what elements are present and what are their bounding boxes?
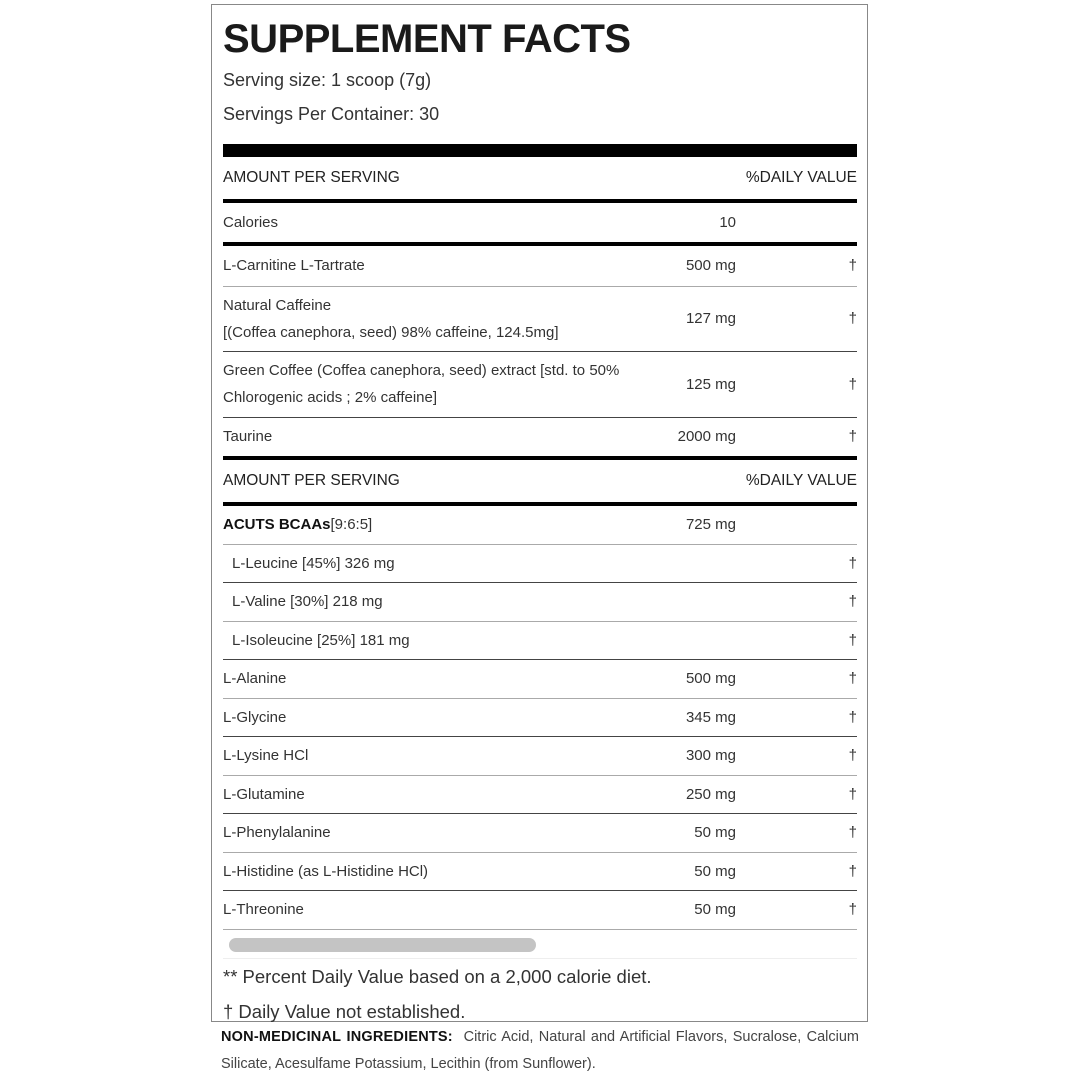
- row-amount: 125 mg: [685, 375, 736, 393]
- row-name: L-Glycine: [223, 708, 287, 726]
- table-row: [223, 352, 857, 418]
- bcaa-row: [223, 506, 857, 545]
- row-dv: †: [848, 554, 857, 572]
- row-name: L-Alanine: [223, 670, 287, 688]
- row-name: L-Leucine [45%] 326 mg: [232, 554, 395, 572]
- row-amount: 500 mg: [685, 257, 736, 274]
- row-name: Green Coffee (Coffea canephora, seed) extract [std. to 50% Chlorogenic acids ; 2% caffeine]: [223, 362, 620, 407]
- non-medicinal-heading: NON-MEDICINAL INGREDIENTS:: [221, 1029, 453, 1045]
- header-amount: AMOUNT PER SERVING: [223, 472, 400, 489]
- row-amount: 725 mg: [685, 516, 736, 534]
- row-amount: 500 mg: [685, 670, 736, 688]
- row-dv: †: [848, 428, 857, 446]
- row-amount: 50 mg: [694, 862, 736, 880]
- row-dv: †: [848, 785, 857, 803]
- row-name: L-Isoleucine [25%] 181 mg: [232, 631, 410, 649]
- row-dv: †: [848, 708, 857, 726]
- table-row: [223, 545, 857, 584]
- table-row: [223, 287, 857, 353]
- row-name: L-Valine [30%] 218 mg: [232, 593, 383, 611]
- row-name: Taurine: [223, 428, 273, 446]
- row-dv: †: [848, 310, 857, 328]
- row-dv: †: [848, 257, 857, 274]
- column-header: [223, 157, 857, 199]
- column-header: [223, 460, 857, 502]
- row-dv: †: [848, 901, 857, 919]
- non-medicinal-ingredients: [221, 1024, 859, 1078]
- row-amount: 10: [719, 213, 736, 231]
- row-amount: 250 mg: [685, 785, 736, 803]
- servings-per-container: Servings Per Container: 30: [223, 104, 440, 124]
- table-row: [223, 891, 857, 930]
- row-name: L-Threonine: [223, 901, 304, 919]
- row-dv: †: [848, 631, 857, 649]
- row-name: Calories: [223, 213, 279, 231]
- row-amount: 127 mg: [685, 310, 736, 328]
- header-amount: AMOUNT PER SERVING: [223, 169, 400, 186]
- label-title: SUPPLEMENT FACTS: [223, 17, 631, 61]
- calories-row: [223, 203, 857, 242]
- row-name: L-Glutamine: [223, 785, 305, 803]
- table-row: [223, 660, 857, 699]
- header-daily-value: %DAILY VALUE: [745, 472, 857, 489]
- row-name: L-Lysine HCl: [223, 747, 309, 765]
- row-amount: 345 mg: [685, 708, 736, 726]
- table-row: [223, 699, 857, 738]
- row-dv: †: [848, 670, 857, 688]
- footnote-dagger: † Daily Value not established.: [223, 1000, 466, 1022]
- table-row: [223, 583, 857, 622]
- table-row: [223, 853, 857, 892]
- table-row: [223, 776, 857, 815]
- row-dv: †: [848, 862, 857, 880]
- row-dv: †: [848, 375, 857, 393]
- row-dv: †: [848, 747, 857, 765]
- row-name: L-Phenylalanine: [223, 824, 331, 842]
- table-row: [223, 622, 857, 661]
- table-row: [223, 418, 857, 457]
- row-amount: 300 mg: [685, 747, 736, 765]
- table-row: [223, 737, 857, 776]
- non-medicinal-text: Citric Acid, Natural and Artificial Flavors, Sucralose, Calcium Silicate, Acesulfame Potassium, Lecithin (from Sunflower).: [221, 1029, 859, 1072]
- row-name: L-Carnitine L-Tartrate: [223, 257, 365, 274]
- thick-divider: [223, 144, 857, 157]
- table-row: [223, 246, 857, 287]
- row-name: L-Histidine (as L-Histidine HCl): [223, 862, 429, 880]
- horizontal-scroll-area: [223, 930, 857, 959]
- header-daily-value: %DAILY VALUE: [745, 169, 857, 186]
- row-amount: 2000 mg: [677, 428, 736, 446]
- serving-size: Serving size: 1 scoop (7g): [223, 70, 432, 90]
- horizontal-scrollbar[interactable]: [229, 938, 536, 952]
- table-row: [223, 814, 857, 853]
- supplement-facts-panel: [211, 4, 868, 1022]
- row-name: Natural Caffeine [(Coffea canephora, seed) 98% caffeine, 124.5mg]: [223, 296, 559, 341]
- footnote-daily-value: ** Percent Daily Value based on a 2,000 calorie diet.: [223, 965, 652, 987]
- row-amount: 50 mg: [694, 901, 736, 919]
- row-dv: †: [848, 824, 857, 842]
- row-amount: 50 mg: [694, 824, 736, 842]
- row-dv: †: [848, 593, 857, 611]
- row-name: ACUTS BCAAs[9:6:5]: [223, 516, 373, 534]
